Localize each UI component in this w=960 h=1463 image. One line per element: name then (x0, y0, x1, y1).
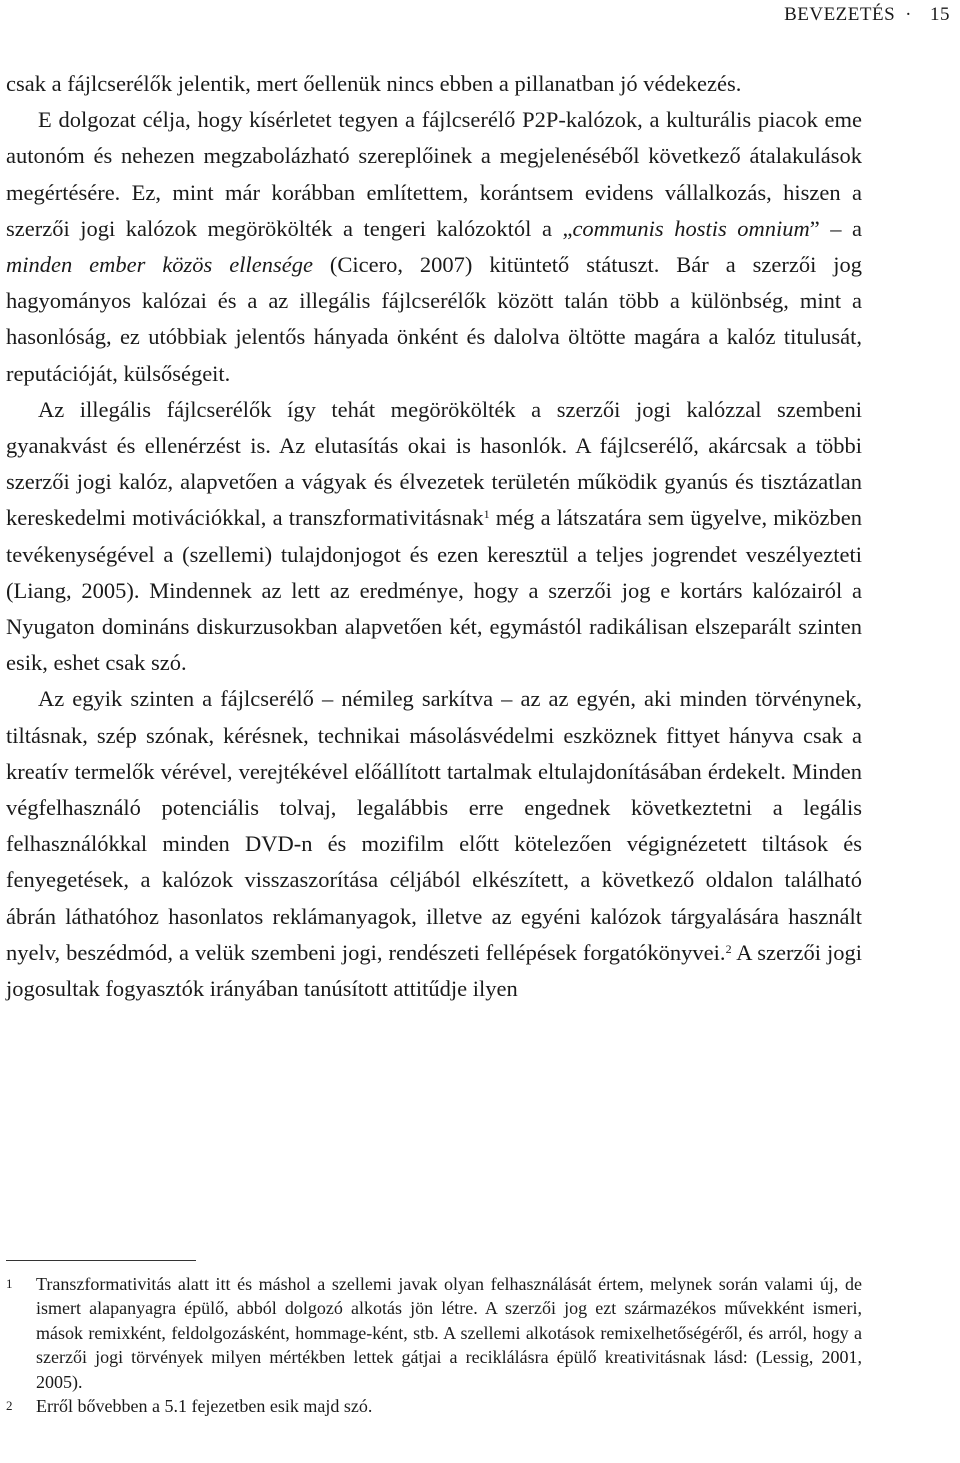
header-separator: · (905, 4, 912, 25)
section-title: BEVEZETÉS (784, 4, 896, 25)
paragraph-3-text-a: Az illegális fájlcserélők így tehát megörökölték a szerzői jogi kalózzal szembeni gyanakvást és ellenérzést is. Az elutasítás okai is hasonlók. A fájlcserélő, akárcsak a többi szerzői jogi kalóz, alapvetően a vágyak és élvezetek területén működik gyanús és tisztázatlan kereskedelmi motivációkkal, a transzformativitásnak (6, 396, 862, 531)
footnote-1 (6, 1272, 862, 1394)
running-header (784, 4, 950, 26)
footnote-2-text: Erről bővebben a 5.1 fejezetben esik majd szó. (36, 1396, 373, 1417)
body-text (6, 66, 862, 1007)
footnotes (6, 1272, 862, 1418)
footnote-2-mark: 2 (6, 1398, 13, 1414)
paragraph-2-text-b: ” – a (809, 215, 862, 241)
paragraph-4-text-a: Az egyik szinten a fájlcserélő – némileg sarkítva – az az egyén, aki minden törvénynek, tiltásnak, szép szónak, kérésnek, technikai másolásvédelmi eszköznek fittyet hányva csak a kreatív termelők vérével, verejtékével előállított tartalmak eltulajdonításában érdekelt. Minden végfelhasználó potenciális tolvaj, legalábbis erre engednek következtetni a legális felhasználókkal minden DVD-n és mozifilm előtt kötelezően végignézetett tiltások és fenyegetések, a kalózok visszaszorítása céljából elkészített, a következő oldalon található ábrán láthatóhoz hasonlatos reklámanyagok, illetve az egyéni kalózok tárgyalására használt nyelv, beszédmód, a velük szembeni jogi, rendészeti fellépések forgatókönyvei. (6, 686, 862, 965)
footnote-ref-2[interactable]: 2 (725, 941, 732, 956)
paragraph-2-text-c: (Cicero, 2007) kitüntető státuszt. Bár a szerzői jog hagyományos kalózai és a az illegális fájlcserélők között talán több a különbség, mint a hasonlóság, ez utóbbiak jelentős hányada önként és dalolva öltötte magára a kalóz titulusát, reputációját, külsőségeit. (6, 252, 862, 386)
footnote-2 (6, 1394, 862, 1418)
paragraph-2-text-a: E dolgozat célja, hogy kísérletet tegyen a fájlcserélő P2P-kalózok, a kulturális piacok eme autonóm és nehezen megzabolázható szereplőinek a megjelenéséből következő átalakulások megértésére. Ez, mint már korábban említettem, korántsem evidens vállalkozás, hiszen a szerzői jogi kalózok megörökölték a tengeri kalózoktól a „ (6, 107, 862, 241)
footnote-1-text: Transzformativitás alatt itt és máshol a szellemi javak olyan felhasználását értem, melynek során valami új, de ismert alapanyagra épülő, abból dolgozó alkotás jön létre. A szerzői jog ezt származékos művekként ismeri, mások remixként, feldolgozásként, hommage-ként, stb. A szellemi alkotások remixelhetőségéről, és arról, hogy a szerzői jogi törvények milyen mértékben lettek gátjai a reciklálásra épülő kreativitásnak lásd: (Lessig, 2001, 2005). (36, 1274, 862, 1392)
paragraph-suspicion (6, 392, 862, 682)
footnote-1-mark: 1 (6, 1276, 13, 1291)
paragraph-continuation (6, 66, 862, 102)
paragraph-3-text-b: még a látszatára sem ügyelve, miközben tevékenységével a (szellemi) tulajdonjogot és ezen keresztül a teljes jogrendet veszélyezteti (Liang, 2005). Mindennek az lett az eredménye, hogy a szerzői jog e kortárs kalózairól a Nyugaton domináns diskurzusokban alapvetően két, egymástól radikálisan elszeparált szinten esik, eshet csak szó. (6, 505, 862, 676)
hungarian-translation: minden ember közös ellensége (6, 252, 313, 278)
footnote-divider (6, 1260, 196, 1261)
latin-phrase: communis hostis omnium (572, 215, 810, 241)
paragraph-1-text: csak a fájlcserélők jelentik, mert őellenük nincs ebben a pillanatban jó védekezés. (6, 71, 742, 96)
paragraph-4-text-b: A szerzői jogi jogosultak fogyasztók irányában tanúsított attitűdje ilyen (6, 939, 863, 1002)
footnote-ref-1[interactable]: 1 (483, 507, 490, 522)
paragraph-first-level (6, 681, 862, 1007)
paragraph-aims (6, 102, 862, 392)
page-number: 15 (930, 4, 950, 25)
